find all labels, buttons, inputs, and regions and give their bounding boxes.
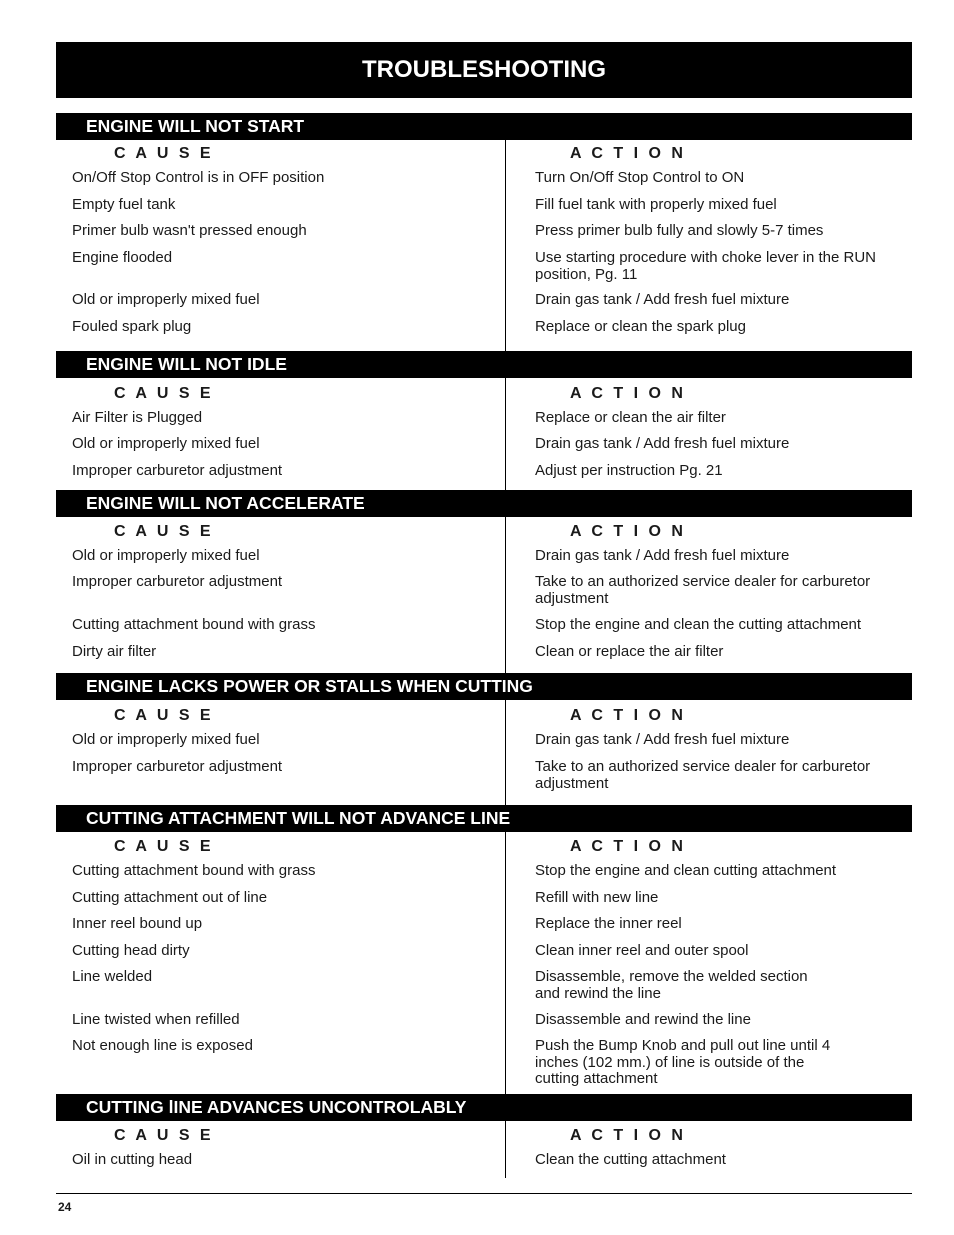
action-text: Drain gas tank / Add fresh fuel mixture (535, 291, 790, 308)
action-text: Disassemble, remove the welded section and rewind the line (535, 968, 808, 1002)
page-number: 24 (58, 1200, 72, 1214)
action-text: Turn On/Off Stop Control to ON (535, 169, 745, 186)
action-text: Take to an authorized service dealer for carburetor adjustment (535, 573, 871, 607)
cause-text: Improper carburetor adjustment (72, 462, 283, 479)
cause-text: Dirty air filter (72, 643, 157, 660)
cause-header: C A U S E (114, 385, 214, 402)
column-divider (505, 832, 506, 1094)
column-divider (505, 140, 506, 351)
cause-text: Empty fuel tank (72, 196, 176, 213)
column-divider (505, 700, 506, 805)
action-text: Fill fuel tank with properly mixed fuel (535, 196, 777, 213)
cause-text: Cutting attachment bound with grass (72, 862, 316, 879)
action-text: Disassemble and rewind the line (535, 1011, 751, 1028)
action-text: Refill with new line (535, 889, 659, 906)
action-text: Clean or replace the air filter (535, 643, 724, 660)
cause-text: Primer bulb wasn't pressed enough (72, 222, 307, 239)
section-heading-cutting-attachment-will-not-advance-line: CUTTING ATTACHMENT WILL NOT ADVANCE LINE (56, 805, 912, 832)
cause-text: Cutting head dirty (72, 942, 190, 959)
cause-text: Air Filter is Plugged (72, 409, 203, 426)
cause-text: Oil in cutting head (72, 1151, 193, 1168)
action-text: Drain gas tank / Add fresh fuel mixture (535, 731, 790, 748)
action-text: Take to an authorized service dealer for carburetor adjustment (535, 758, 871, 792)
action-header: A C T I O N (570, 385, 686, 402)
cause-text: On/Off Stop Control is in OFF position (72, 169, 325, 186)
action-text: Replace the inner reel (535, 915, 682, 932)
page-title: TROUBLESHOOTING (56, 42, 912, 98)
cause-header: C A U S E (114, 838, 214, 855)
cause-text: Inner reel bound up (72, 915, 203, 932)
cause-header: C A U S E (114, 523, 214, 540)
column-divider (505, 1121, 506, 1178)
action-text: Drain gas tank / Add fresh fuel mixture (535, 435, 790, 452)
action-header: A C T I O N (570, 707, 686, 724)
cause-text: Cutting attachment bound with grass (72, 616, 316, 633)
cause-text: Not enough line is exposed (72, 1037, 253, 1054)
action-text: Clean the cutting attachment (535, 1151, 726, 1168)
action-text: Drain gas tank / Add fresh fuel mixture (535, 547, 790, 564)
action-text: Adjust per instruction Pg. 21 (535, 462, 723, 479)
action-text: Stop the engine and clean the cutting attachment (535, 616, 862, 633)
cause-text: Fouled spark plug (72, 318, 192, 335)
cause-text: Line welded (72, 968, 153, 985)
action-text: Stop the engine and clean cutting attachment (535, 862, 837, 879)
cause-text: Old or improperly mixed fuel (72, 547, 260, 564)
cause-text: Line twisted when refilled (72, 1011, 240, 1028)
cause-text: Old or improperly mixed fuel (72, 291, 260, 308)
cause-text: Improper carburetor adjustment (72, 573, 283, 590)
footer-rule (56, 1193, 912, 1194)
section-heading-engine-lacks-power: ENGINE LACKS POWER OR STALLS WHEN CUTTING (56, 673, 912, 700)
cause-header: C A U S E (114, 707, 214, 724)
section-heading-engine-will-not-accelerate: ENGINE WILL NOT ACCELERATE (56, 490, 912, 517)
action-text: Press primer bulb fully and slowly 5-7 times (535, 222, 824, 239)
action-header: A C T I O N (570, 838, 686, 855)
section-heading-engine-will-not-start: ENGINE WILL NOT START (56, 113, 912, 140)
action-header: A C T I O N (570, 1127, 686, 1144)
action-text: Use starting procedure with choke lever in the RUN position, Pg. 11 (535, 249, 876, 283)
cause-text: Old or improperly mixed fuel (72, 435, 260, 452)
column-divider (505, 517, 506, 673)
action-header: A C T I O N (570, 523, 686, 540)
cause-text: Old or improperly mixed fuel (72, 731, 260, 748)
action-text: Clean inner reel and outer spool (535, 942, 749, 959)
section-heading-cutting-line-advances-uncontrolably: CUTTING lINE ADVANCES UNCONTROLABLY (56, 1094, 912, 1121)
action-text: Push the Bump Knob and pull out line until 4 inches (102 mm.) of line is outside of the cutting attachment (535, 1037, 831, 1087)
cause-text: Engine flooded (72, 249, 173, 266)
action-text: Replace or clean the spark plug (535, 318, 746, 335)
cause-text: Improper carburetor adjustment (72, 758, 283, 775)
action-text: Replace or clean the air filter (535, 409, 726, 426)
action-header: A C T I O N (570, 145, 686, 162)
section-heading-engine-will-not-idle: ENGINE WILL NOT IDLE (56, 351, 912, 378)
cause-header: C A U S E (114, 145, 214, 162)
cause-header: C A U S E (114, 1127, 214, 1144)
cause-text: Cutting attachment out of line (72, 889, 268, 906)
column-divider (505, 378, 506, 490)
